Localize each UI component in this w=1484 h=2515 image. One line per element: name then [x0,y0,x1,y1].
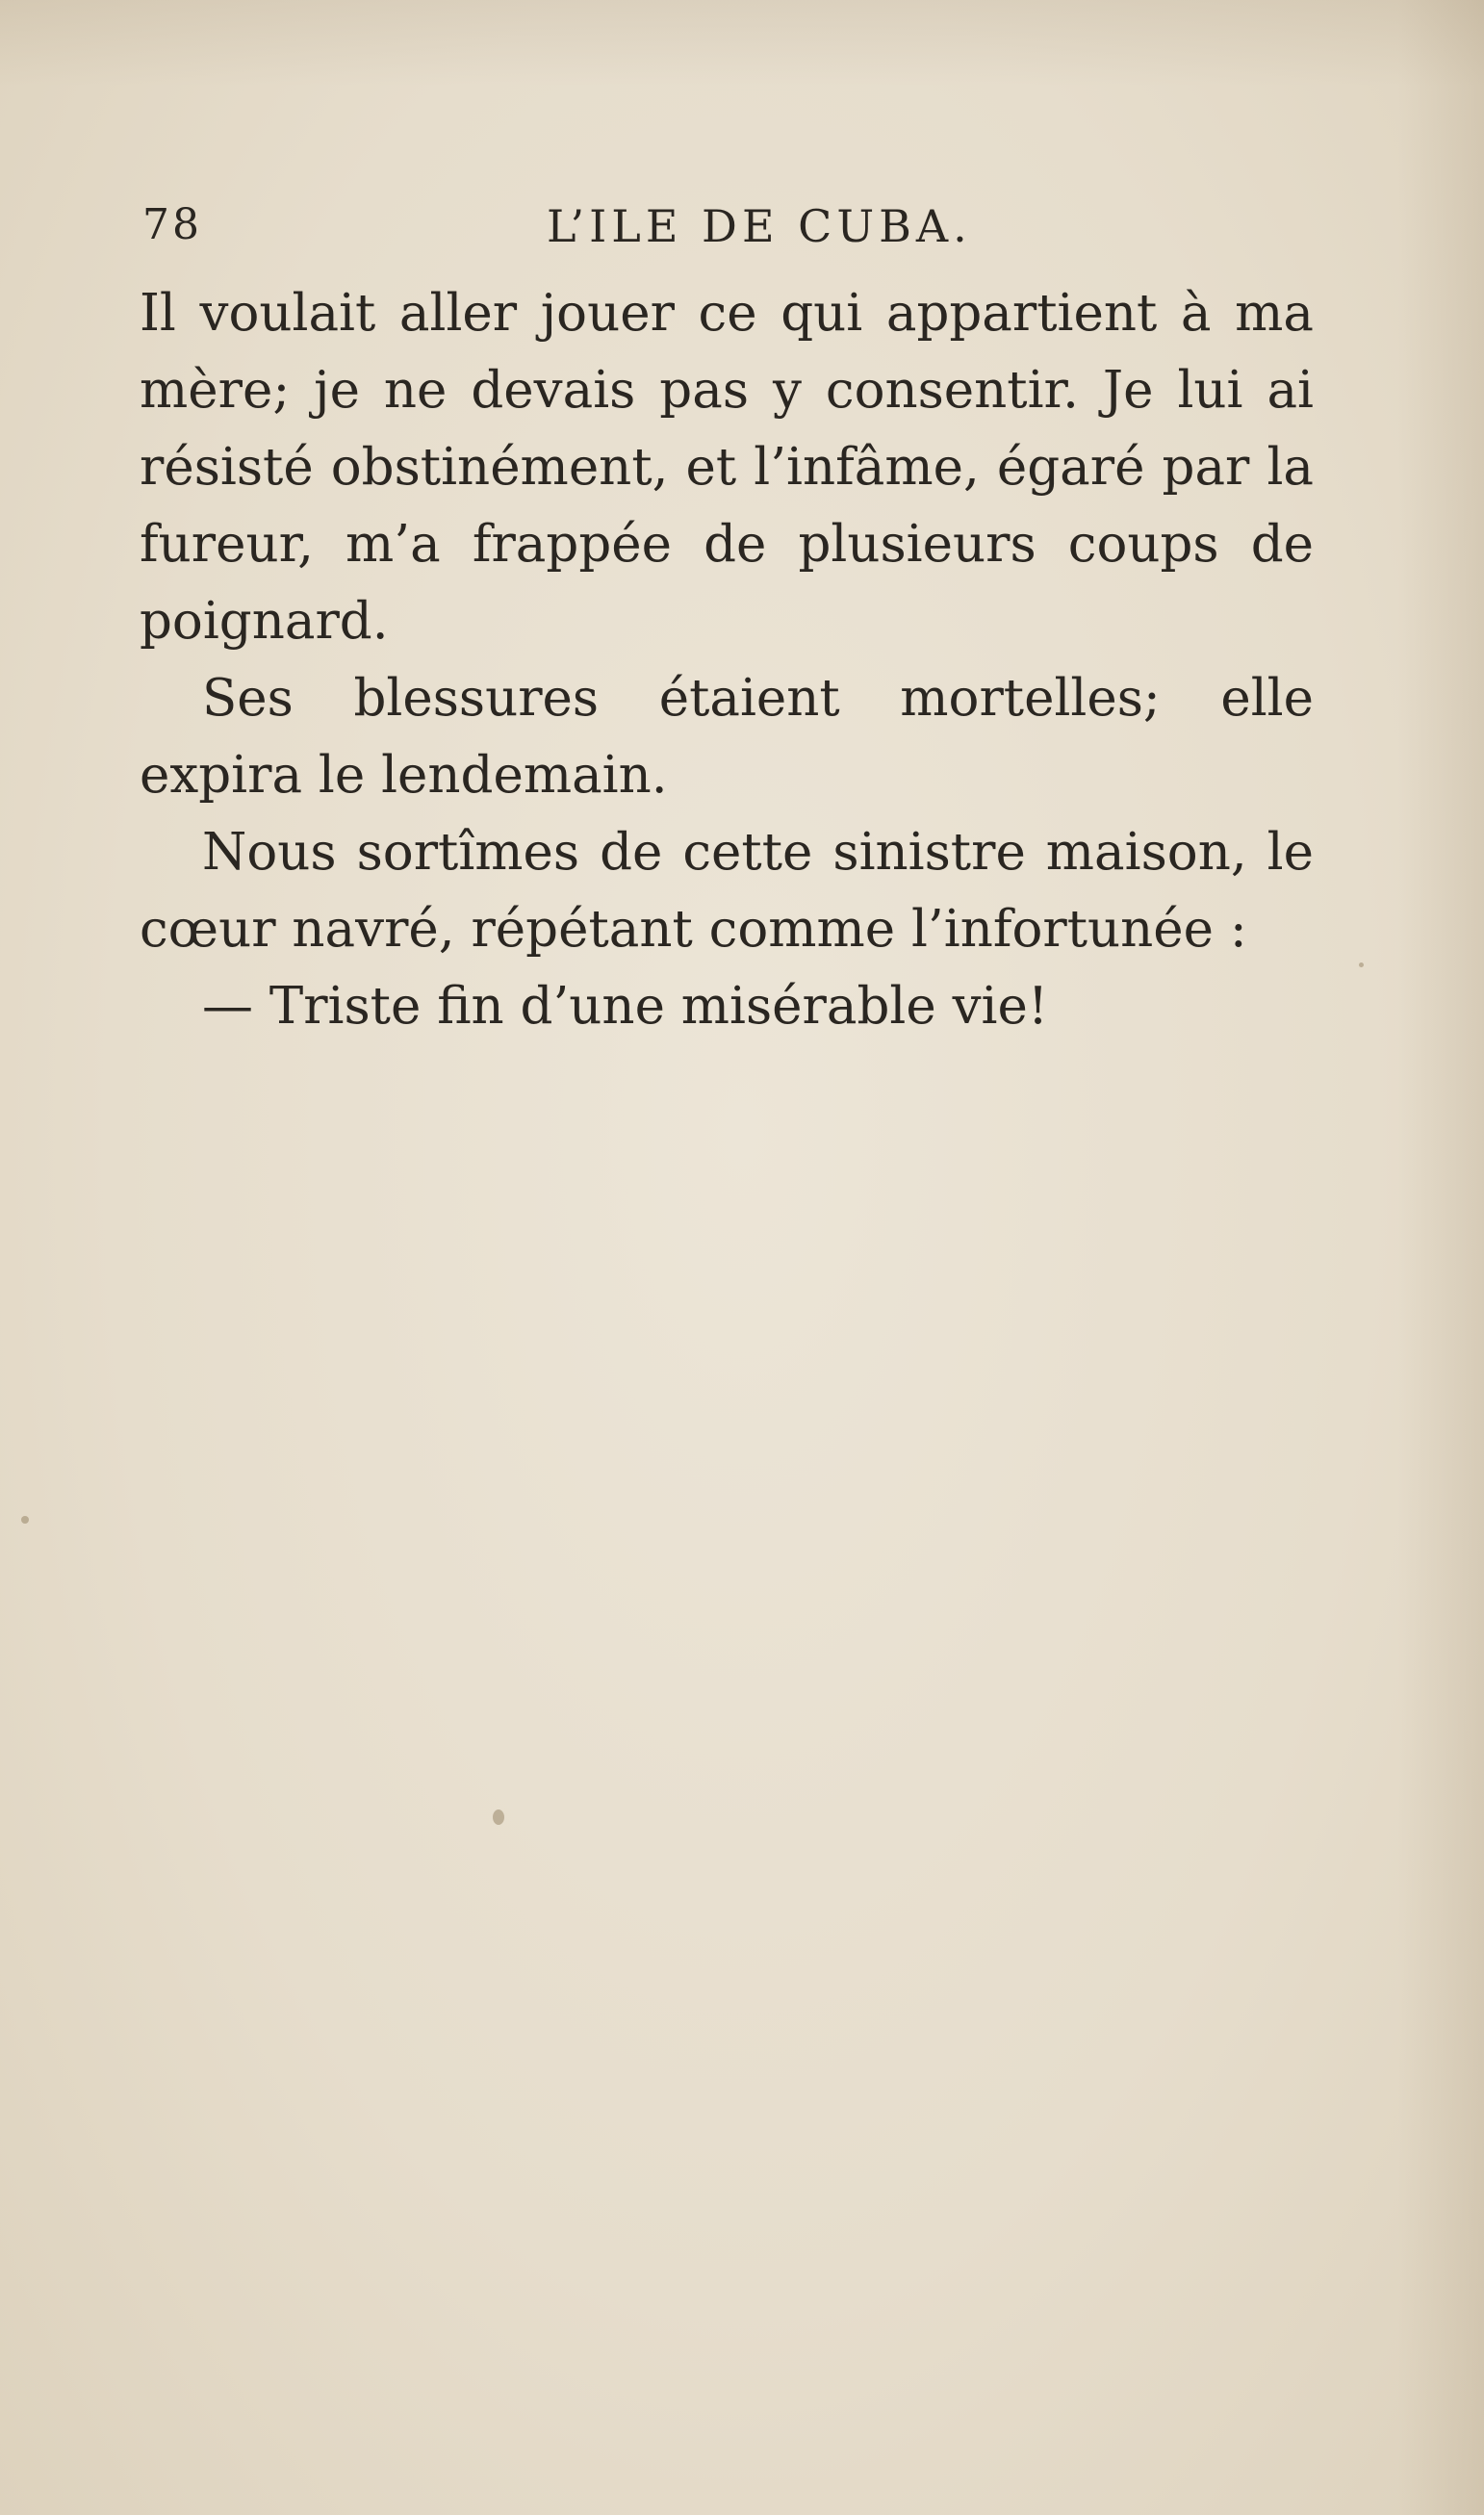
paper-foxing-spot [493,1809,504,1825]
paragraph: Nous sortîmes de cette sinistre maison, le cœur navré, répétant comme l’infortunée : [140,823,1314,959]
body-text [140,275,1314,1045]
page-edge-shading [1397,0,1484,2515]
running-title: L’ILE DE CUBA. [547,200,972,252]
dialogue-line: — Triste fin d’une misérable vie! [202,977,1049,1036]
paragraph: Il voulait aller jouer ce qui appartient à ma mère; je ne devais pas y consentir. Je lui ai résisté obstinément, et l’infâme, égaré par la fureur, m’a frappée de plusieurs coups de poignard. [140,284,1314,651]
paragraph: Ses blessures étaient mortelles; elle expira le lendemain. [140,669,1314,805]
page-number: 78 [142,200,202,249]
page-top-shading [0,0,1484,87]
paper-foxing-spot [21,1516,29,1524]
paper-foxing-spot [1359,962,1364,967]
running-head [142,200,1315,277]
